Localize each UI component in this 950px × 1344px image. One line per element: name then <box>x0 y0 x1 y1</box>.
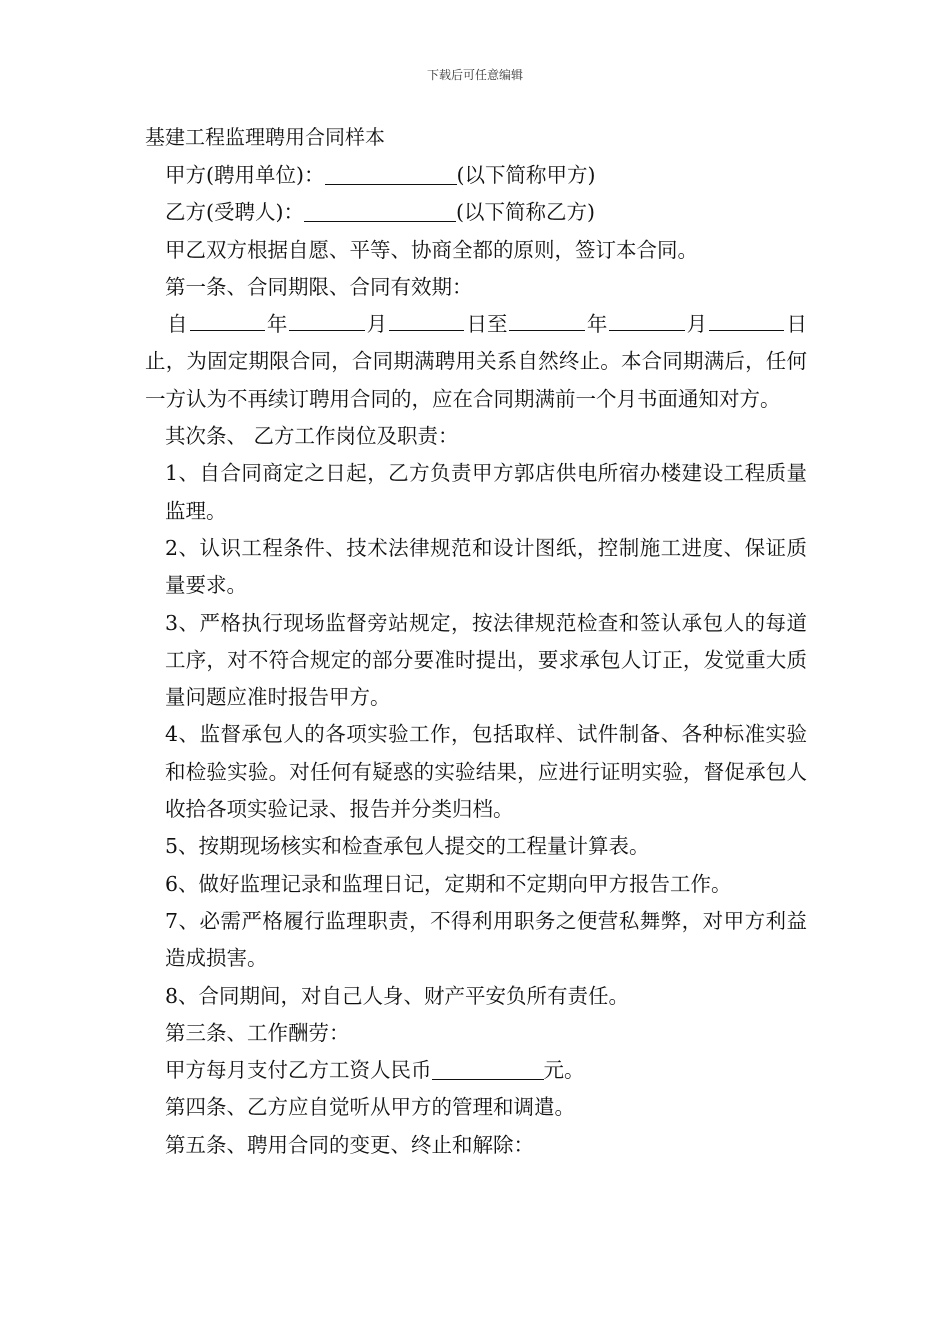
salary-amount-blank[interactable] <box>432 1057 544 1080</box>
party-b-line <box>145 194 807 231</box>
date-char-month: 月 <box>366 312 388 337</box>
party-a-line <box>145 157 807 194</box>
contract-period-line <box>145 306 807 343</box>
party-a-suffix: (以下简称甲方) <box>456 163 596 187</box>
start-month-blank[interactable] <box>289 308 364 331</box>
duty-item: 6、做好监理记录和监理日记，定期和不定期向甲方报告工作。 <box>165 871 732 896</box>
date-char-day-to: 日至 <box>466 312 508 337</box>
date-char-year: 年 <box>266 312 288 337</box>
salary-prefix: 甲方每月支付乙方工资人民币 <box>165 1058 432 1083</box>
party-a-label: 甲方(聘用单位)： <box>165 163 325 187</box>
duty-item: 8、合同期间，对自己人身、财产平安负所有责任。 <box>165 983 630 1008</box>
party-a-blank[interactable] <box>325 162 457 185</box>
date-char-year-2: 年 <box>586 312 608 337</box>
end-day-blank[interactable] <box>709 308 784 331</box>
intro-paragraph: 甲乙双方根据自愿、平等、协商全都的原则，签订本合同。 <box>165 237 698 262</box>
duty-item: 7、必需严格履行监理职责，不得利用职务之便营私舞弊，对甲方利益造成损害。 <box>165 908 807 971</box>
salary-line <box>145 1052 807 1089</box>
duty-item: 5、按期现场核实和检查承包人提交的工程量计算表。 <box>165 834 650 859</box>
article-4: 第四条、乙方应自觉听从甲方的管理和调遣。 <box>165 1095 575 1120</box>
article-5-heading: 第五条、聘用合同的变更、终止和解除： <box>165 1132 534 1157</box>
duty-item: 2、认识工程条件、技术法律规范和设计图纸，控制施工进度、保证质量要求。 <box>165 535 807 598</box>
end-month-blank[interactable] <box>609 308 684 331</box>
party-b-suffix: (以下简称乙方) <box>456 200 595 225</box>
document-title: 基建工程监理聘用合同样本 <box>145 125 385 149</box>
contract-document <box>145 120 807 1164</box>
end-year-blank[interactable] <box>509 308 584 331</box>
date-char-from: 自 <box>167 312 188 337</box>
article-1-heading: 第一条、合同期限、合同有效期： <box>165 274 473 299</box>
article-1-body: 止，为固定期限合同，合同期满聘用关系自然终止。本合同期满后，任何一方认为不再续订聘用合同的，应在合同期满前一个月书面通知对方。 <box>145 349 807 411</box>
party-b-blank[interactable] <box>304 199 456 222</box>
party-b-label: 乙方(受聘人)： <box>165 200 304 225</box>
start-year-blank[interactable] <box>190 308 265 331</box>
duty-item: 4、监督承包人的各项实验工作，包括取样、试件制备、各种标准实验和检验实验。对任何有疑惑的实验结果，应进行证明实验，督促承包人收拾各项实验记录、报告并分类归档。 <box>165 722 807 822</box>
article-3-heading: 第三条、工作酬劳： <box>165 1020 350 1045</box>
page-header-note: 下载后可任意编辑 <box>426 68 523 82</box>
article-2-heading: 其次条、 乙方工作岗位及职责： <box>165 424 459 449</box>
date-char-day: 日 <box>786 312 807 337</box>
duty-item: 3、严格执行现场监督旁站规定，按法律规范检查和签认承包人的每道工序，对不符合规定的部分要准时提出，要求承包人订正，发觉重大质量问题应准时报告甲方。 <box>165 610 807 710</box>
salary-suffix: 元。 <box>543 1058 585 1083</box>
start-day-blank[interactable] <box>389 308 464 331</box>
duty-item: 1、自合同商定之日起，乙方负责甲方郭店供电所宿办楼建设工程质量监理。 <box>165 461 807 523</box>
date-char-month-2: 月 <box>686 312 708 337</box>
